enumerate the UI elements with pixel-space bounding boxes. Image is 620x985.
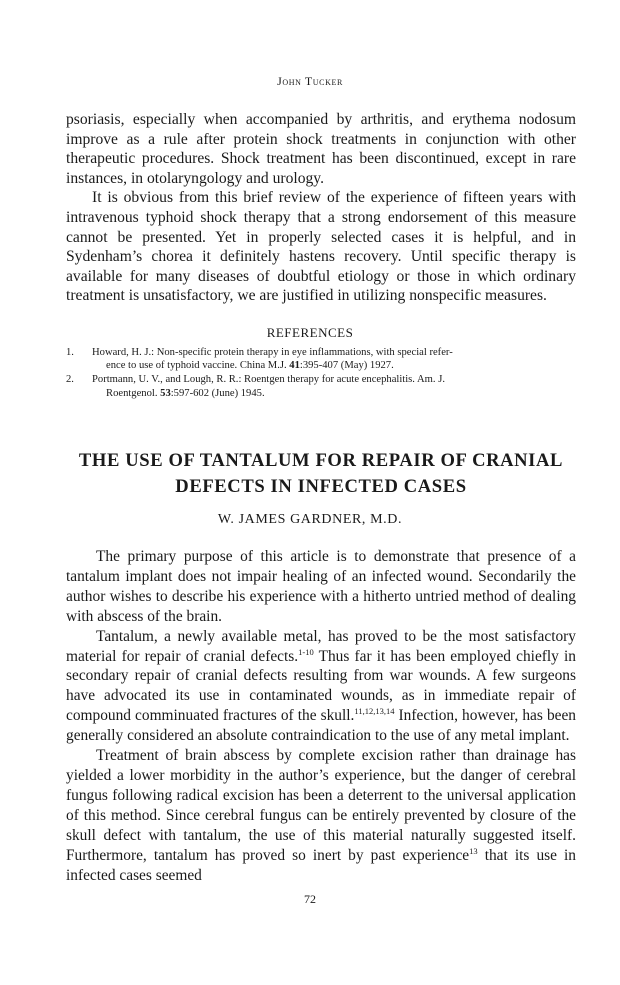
intro-paragraph-2: It is obvious from this brief review of the experience of fifteen years with intravenous typhoid shock therapy that a strong endorsement of this measure cannot be presented. Yet in properly selected cases it is helpful, and in Sydenham’s chorea it definitely hastens recovery. Until specific therapy is available for many diseases of doubtful etiology or those in which ordinary treatment is unsatisfactory, we are justified in utilizing nonspecific measures. [66,189,576,305]
reference-pages: :597-602 (June) 1945. [170,387,265,399]
reference-item [66,373,576,399]
reference-number: 2. [66,374,74,386]
reference-line: Howard, H. J.: Non-specific protein therapy in eye inflammations, with special refer- [92,347,453,358]
page-number: 72 [304,892,316,906]
article-title [66,448,576,500]
article-author: W. JAMES GARDNER, M.D. [217,512,403,527]
article-title-line-1: THE USE OF TANTALUM FOR REPAIR OF CRANIAL [78,450,564,471]
running-head: John Tucker [277,74,343,88]
citation-superscript: 11,12,13,14 [354,706,395,717]
citation-superscript: 1-10 [298,646,314,657]
reference-volume: 41 [289,360,300,372]
article-paragraph-3 [66,746,576,885]
intro-text [66,110,576,306]
references-heading: REFERENCES [266,325,354,340]
reference-pages: :395-407 (May) 1927. [299,360,394,372]
article-body [66,547,576,885]
reference-volume: 53 [160,387,171,399]
reference-line [92,360,394,371]
article-paragraph-2 [66,627,576,746]
paragraph-text: Tantalum, a newly available metal, has proved to be the most satisfactory material for repair of cranial defects. [66,627,576,665]
reference-item [66,346,576,372]
references-list [66,346,576,401]
reference-line [92,388,265,399]
intro-paragraph-1: psoriasis, especially when accompanied by arthritis, and erythema nodosum improve as a rule after protein shock treatments in conjunction with other therapeutic procedures. Shock treatment has been discontinued, except in rare instances, in otolaryngology and urology. [66,111,576,187]
reference-source: ence to use of typhoid vaccine. China M.J. [106,360,290,372]
reference-source: Roentgenol. [106,387,161,399]
citation-superscript: 13 [469,845,478,856]
reference-text [92,346,576,372]
article-paragraph-1: The primary purpose of this article is to demonstrate that presence of a tantalum implant does not impair healing of an infected wound. Secondarily the author wishes to describe his experience with a hitherto untried method of dealing with abscess of the brain. [66,548,576,625]
article-title-line-2: DEFECTS IN INFECTED CASES [175,476,467,497]
reference-number: 1. [66,347,74,358]
reference-line: Portmann, U. V., and Lough, R. R.: Roentgen therapy for acute encephalitis. Am. J. [92,374,445,386]
paragraph-text: Infection, however, has been generally considered an absolute contraindication to the use of any metal implant. [66,707,576,745]
paragraph-text: Thus far it has been employed chiefly in secondary repair of cranial defects resulting from war wounds. A few surgeons have advocated its use in contaminated wounds, as in immediate repair of compound comminuated fractures of the skull. [66,647,576,725]
paragraph-text: Treatment of brain abscess by complete excision rather than drainage has yielded a lower morbidity in the author’s experience, but the danger of cerebral fungus following radical excision has been a deterrent to the universal application of this method. Since cerebral fungus can be entirely prevented by closure of the skull defect with tantalum, the use of this material naturally suggested itself. Furthermore, tantalum has proved so inert by past experience [66,747,576,864]
paragraph-text: that its use in infected cases seemed [66,846,576,884]
reference-text [92,373,576,399]
